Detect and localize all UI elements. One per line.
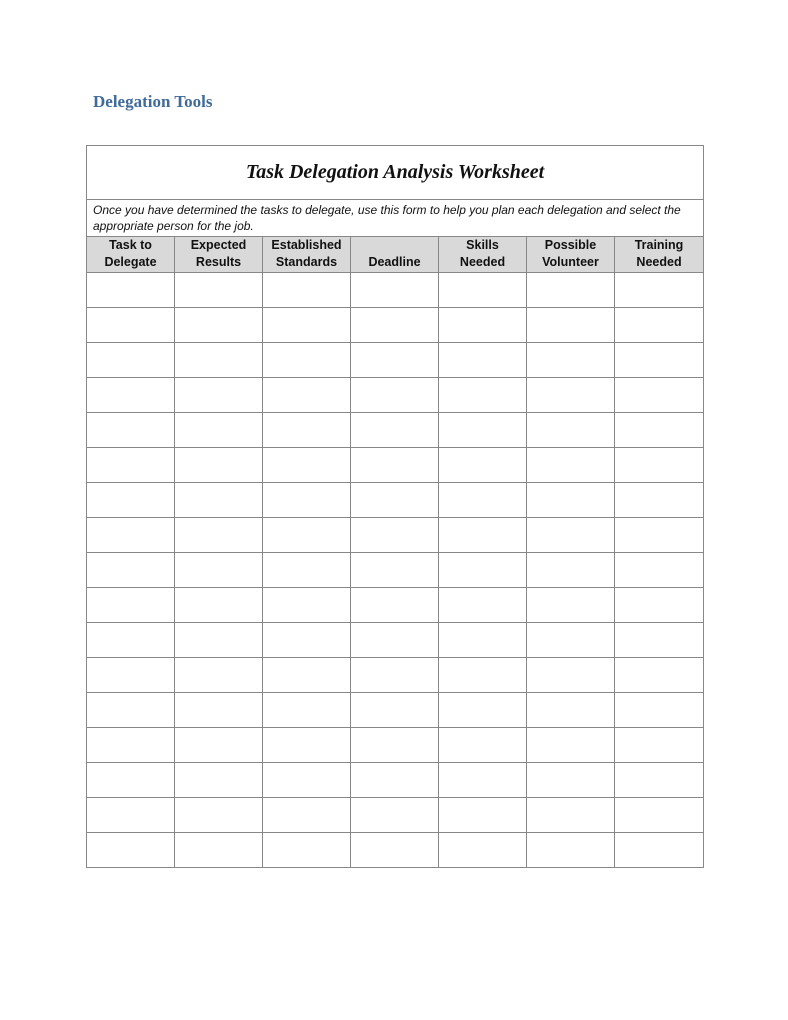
table-row bbox=[87, 553, 704, 588]
table-cell[interactable] bbox=[87, 518, 175, 553]
table-cell[interactable] bbox=[615, 798, 704, 833]
table-cell[interactable] bbox=[175, 308, 263, 343]
table-cell[interactable] bbox=[175, 623, 263, 658]
table-cell[interactable] bbox=[615, 833, 704, 868]
table-cell[interactable] bbox=[615, 413, 704, 448]
table-cell[interactable] bbox=[351, 273, 439, 308]
table-cell[interactable] bbox=[87, 448, 175, 483]
table-cell[interactable] bbox=[175, 588, 263, 623]
table-cell[interactable] bbox=[263, 693, 351, 728]
table-cell[interactable] bbox=[263, 413, 351, 448]
table-cell[interactable] bbox=[527, 378, 615, 413]
table-cell[interactable] bbox=[351, 518, 439, 553]
column-header-possible-volunteer: Possible Volunteer bbox=[527, 237, 615, 273]
column-header-established-standards: Established Standards bbox=[263, 237, 351, 273]
table-cell[interactable] bbox=[263, 518, 351, 553]
table-row bbox=[87, 518, 704, 553]
table-cell[interactable] bbox=[351, 798, 439, 833]
table-cell[interactable] bbox=[615, 483, 704, 518]
table-cell[interactable] bbox=[263, 763, 351, 798]
table-cell[interactable] bbox=[263, 483, 351, 518]
table-cell[interactable] bbox=[527, 658, 615, 693]
table-cell[interactable] bbox=[527, 343, 615, 378]
table-cell[interactable] bbox=[527, 273, 615, 308]
table-cell[interactable] bbox=[615, 763, 704, 798]
table-cell[interactable] bbox=[175, 693, 263, 728]
table-cell[interactable] bbox=[351, 553, 439, 588]
table-cell[interactable] bbox=[87, 833, 175, 868]
table-cell[interactable] bbox=[351, 728, 439, 763]
table-cell[interactable] bbox=[527, 798, 615, 833]
table-cell[interactable] bbox=[175, 728, 263, 763]
table-row bbox=[87, 588, 704, 623]
table-cell[interactable] bbox=[263, 728, 351, 763]
table-row bbox=[87, 728, 704, 763]
table-cell[interactable] bbox=[175, 273, 263, 308]
table-cell[interactable] bbox=[527, 413, 615, 448]
column-header-expected-results: Expected Results bbox=[175, 237, 263, 273]
table-cell[interactable] bbox=[351, 658, 439, 693]
table-cell[interactable] bbox=[615, 378, 704, 413]
table-cell[interactable] bbox=[87, 273, 175, 308]
table-cell[interactable] bbox=[87, 308, 175, 343]
table-cell[interactable] bbox=[263, 658, 351, 693]
table-cell[interactable] bbox=[615, 728, 704, 763]
column-header-deadline: Deadline bbox=[351, 237, 439, 273]
table-cell[interactable] bbox=[263, 623, 351, 658]
table-row bbox=[87, 763, 704, 798]
table-cell[interactable] bbox=[439, 763, 527, 798]
table-cell[interactable] bbox=[87, 553, 175, 588]
table-cell[interactable] bbox=[439, 553, 527, 588]
table-cell[interactable] bbox=[351, 833, 439, 868]
table-cell[interactable] bbox=[527, 308, 615, 343]
table-cell[interactable] bbox=[263, 798, 351, 833]
table-cell[interactable] bbox=[439, 343, 527, 378]
table-row bbox=[87, 833, 704, 868]
table-cell[interactable] bbox=[439, 658, 527, 693]
table-cell[interactable] bbox=[351, 623, 439, 658]
table-cell[interactable] bbox=[527, 588, 615, 623]
table-cell[interactable] bbox=[87, 588, 175, 623]
table-row bbox=[87, 343, 704, 378]
table-cell[interactable] bbox=[527, 483, 615, 518]
table-cell[interactable] bbox=[439, 308, 527, 343]
worksheet-body bbox=[87, 273, 704, 868]
table-row bbox=[87, 273, 704, 308]
table-cell[interactable] bbox=[87, 728, 175, 763]
table-cell[interactable] bbox=[175, 413, 263, 448]
table-row bbox=[87, 623, 704, 658]
page-heading: Delegation Tools bbox=[93, 92, 213, 111]
table-cell[interactable] bbox=[439, 798, 527, 833]
table-cell[interactable] bbox=[439, 588, 527, 623]
table-row bbox=[87, 378, 704, 413]
table-cell[interactable] bbox=[439, 833, 527, 868]
table-cell[interactable] bbox=[439, 483, 527, 518]
table-cell[interactable] bbox=[439, 518, 527, 553]
table-cell[interactable] bbox=[615, 693, 704, 728]
column-header-training-needed: Training Needed bbox=[615, 237, 704, 273]
table-row bbox=[87, 308, 704, 343]
table-cell[interactable] bbox=[87, 483, 175, 518]
table-row bbox=[87, 798, 704, 833]
table-cell[interactable] bbox=[87, 413, 175, 448]
worksheet-title: Task Delegation Analysis Worksheet bbox=[87, 146, 704, 200]
table-cell[interactable] bbox=[527, 448, 615, 483]
table-cell[interactable] bbox=[351, 588, 439, 623]
table-row bbox=[87, 693, 704, 728]
table-cell[interactable] bbox=[527, 553, 615, 588]
worksheet-description: Once you have determined the tasks to delegate, use this form to help you plan each delegation and select the appropriate person for the job. bbox=[87, 200, 704, 237]
table-cell[interactable] bbox=[615, 623, 704, 658]
table-cell[interactable] bbox=[439, 623, 527, 658]
table-cell[interactable] bbox=[87, 378, 175, 413]
table-cell[interactable] bbox=[527, 763, 615, 798]
table-cell[interactable] bbox=[439, 273, 527, 308]
table-cell[interactable] bbox=[615, 273, 704, 308]
table-cell[interactable] bbox=[263, 553, 351, 588]
table-cell[interactable] bbox=[527, 623, 615, 658]
table-cell[interactable] bbox=[527, 693, 615, 728]
table-cell[interactable] bbox=[351, 308, 439, 343]
table-cell[interactable] bbox=[87, 343, 175, 378]
table-cell[interactable] bbox=[351, 413, 439, 448]
table-row bbox=[87, 448, 704, 483]
table-cell[interactable] bbox=[527, 728, 615, 763]
table-cell[interactable] bbox=[87, 623, 175, 658]
table-cell[interactable] bbox=[263, 833, 351, 868]
table-row bbox=[87, 658, 704, 693]
table-row bbox=[87, 483, 704, 518]
table-cell[interactable] bbox=[263, 308, 351, 343]
table-cell[interactable] bbox=[439, 693, 527, 728]
table-cell[interactable] bbox=[615, 518, 704, 553]
table-cell[interactable] bbox=[615, 343, 704, 378]
table-cell[interactable] bbox=[175, 343, 263, 378]
table-cell[interactable] bbox=[527, 833, 615, 868]
table-cell[interactable] bbox=[439, 728, 527, 763]
table-cell[interactable] bbox=[439, 448, 527, 483]
table-cell[interactable] bbox=[263, 378, 351, 413]
table-cell[interactable] bbox=[351, 483, 439, 518]
table-cell[interactable] bbox=[87, 763, 175, 798]
table-cell[interactable] bbox=[527, 518, 615, 553]
table-cell[interactable] bbox=[175, 483, 263, 518]
table-row bbox=[87, 413, 704, 448]
table-cell[interactable] bbox=[351, 343, 439, 378]
table-cell[interactable] bbox=[263, 588, 351, 623]
table-cell[interactable] bbox=[87, 798, 175, 833]
table-cell[interactable] bbox=[175, 378, 263, 413]
table-cell[interactable] bbox=[263, 343, 351, 378]
table-cell[interactable] bbox=[87, 693, 175, 728]
delegation-worksheet-table bbox=[86, 145, 704, 868]
column-header-task: Task to Delegate bbox=[87, 237, 175, 273]
table-cell[interactable] bbox=[615, 588, 704, 623]
table-cell[interactable] bbox=[175, 658, 263, 693]
table-cell[interactable] bbox=[615, 553, 704, 588]
table-cell[interactable] bbox=[439, 378, 527, 413]
table-cell[interactable] bbox=[351, 448, 439, 483]
table-cell[interactable] bbox=[175, 798, 263, 833]
table-cell[interactable] bbox=[263, 273, 351, 308]
table-cell[interactable] bbox=[175, 763, 263, 798]
table-cell[interactable] bbox=[615, 308, 704, 343]
table-cell[interactable] bbox=[351, 378, 439, 413]
column-header-row bbox=[87, 237, 704, 273]
table-cell[interactable] bbox=[351, 763, 439, 798]
table-cell[interactable] bbox=[175, 448, 263, 483]
table-cell[interactable] bbox=[175, 553, 263, 588]
table-cell[interactable] bbox=[351, 693, 439, 728]
table-cell[interactable] bbox=[87, 658, 175, 693]
table-cell[interactable] bbox=[439, 413, 527, 448]
table-cell[interactable] bbox=[615, 658, 704, 693]
table-cell[interactable] bbox=[175, 833, 263, 868]
table-cell[interactable] bbox=[175, 518, 263, 553]
table-cell[interactable] bbox=[263, 448, 351, 483]
table-cell[interactable] bbox=[615, 448, 704, 483]
column-header-skills-needed: Skills Needed bbox=[439, 237, 527, 273]
